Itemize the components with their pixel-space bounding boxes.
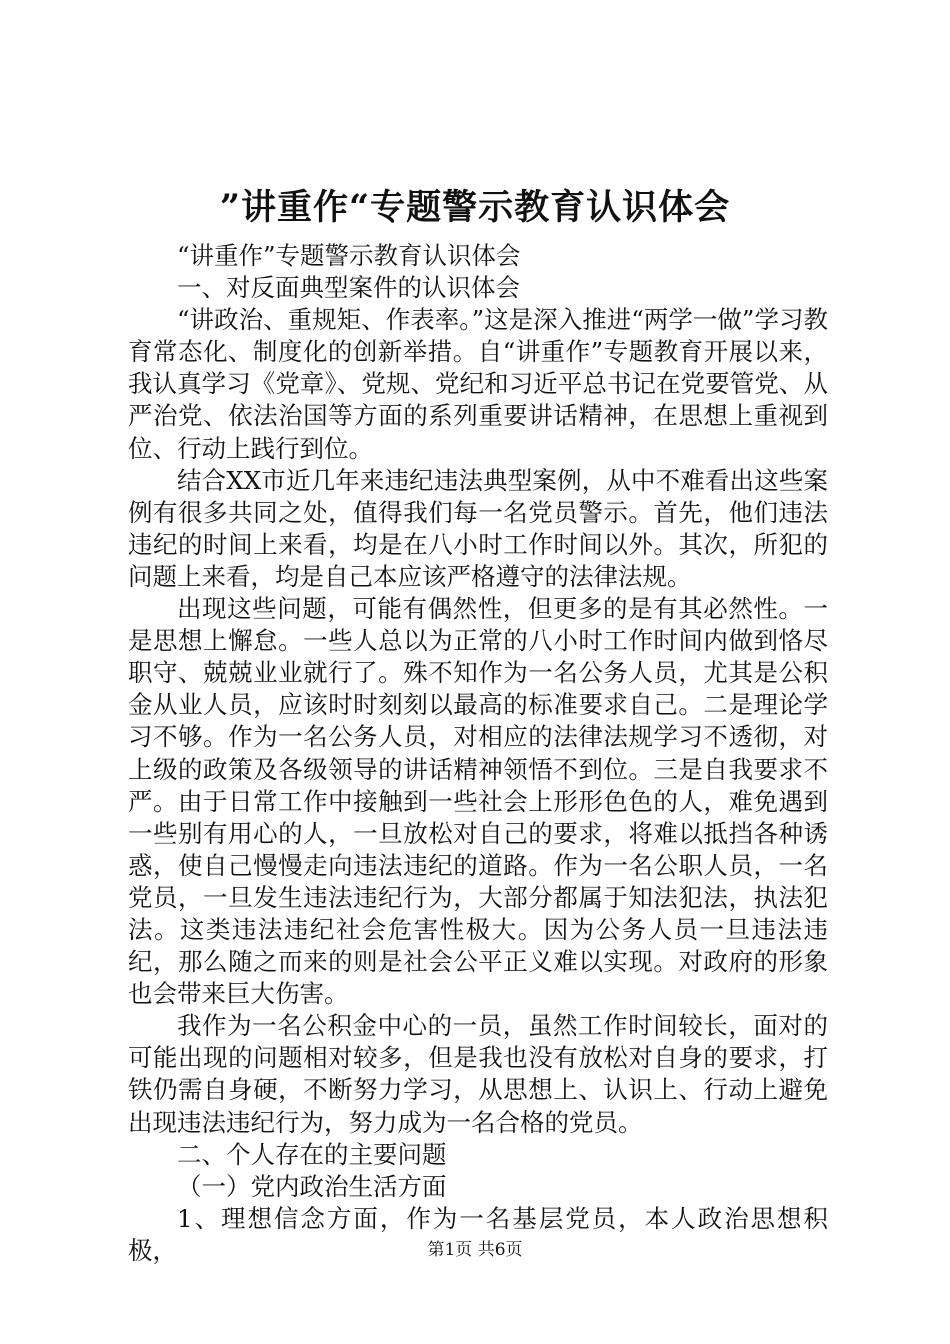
- subtitle-paragraph: “讲重作”专题警示教育认识体会: [177, 241, 521, 270]
- subsection-heading: （一）党内政治生活方面: [177, 1171, 447, 1201]
- body-paragraph: 我作为一名公积金中心的一员，虽然工作时间较长，面对的可能出现的问题相对较多，但是我也没有放松对自身的要求，打铁仍需自身硬，不断努力学习，从思想上、认识上、行动上避免出现违法违纪行为，努力成为一名合格的党员。: [128, 1011, 828, 1137]
- document-title: ”讲重作“专题警示教育认识体会: [219, 187, 731, 228]
- section-heading-2: 二、个人存在的主要问题: [177, 1139, 447, 1169]
- body-paragraph: 1、理想信念方面，作为一名基层党员，本人政治思想积极，: [128, 1203, 828, 1265]
- body-paragraph: “讲政治、重规矩、作表率。”这是深入推进“两学一做”学习教育常态化、制度化的创新举措。自“讲重作”专题教育开展以来，我认真学习《党章》、党规、党纪和习近平总书记在党要管党、从严治党、依法治国等方面的系列重要讲话精神，在思想上重视到位、行动上践行到位。: [128, 305, 828, 463]
- body-paragraph: 结合XX市近几年来违纪违法典型案例，从中不难看出这些案例有很多共同之处，值得我们每一名党员警示。首先，他们违法违纪的时间上来看，均是在八小时工作时间以外。其次，所犯的问题上来看，均是自己本应该严格遵守的法律法规。: [128, 465, 828, 591]
- section-heading-1: 一、对反面典型案件的认识体会: [177, 273, 520, 303]
- document-body: [128, 240, 828, 1267]
- page-footer: 第1页 共6页: [427, 1240, 523, 1260]
- body-paragraph: 出现这些问题，可能有偶然性，但更多的是有其必然性。一是思想上懈怠。一些人总以为正常的八小时工作时间内做到恪尽职守、兢兢业业就行了。殊不知作为一名公务人员，尤其是公积金从业人员，应该时时刻刻以最高的标准要求自己。二是理论学习不够。作为一名公务人员，对相应的法律法规学习不透彻，对上级的政策及各级领导的讲话精神领悟不到位。三是自我要求不严。由于日常工作中接触到一些社会上形形色色的人，难免遇到一些别有用心的人，一旦放松对自己的要求，将难以抵挡各种诱惑，使自己慢慢走向违法违纪的道路。作为一名公职人员，一名党员，一旦发生违法违纪行为，大部分都属于知法犯法，执法犯法。这类违法违纪社会危害性极大。因为公务人员一旦违法违纪，那么随之而来的则是社会公平正义难以实现。对政府的形象也会带来巨大伤害。: [128, 594, 828, 1009]
